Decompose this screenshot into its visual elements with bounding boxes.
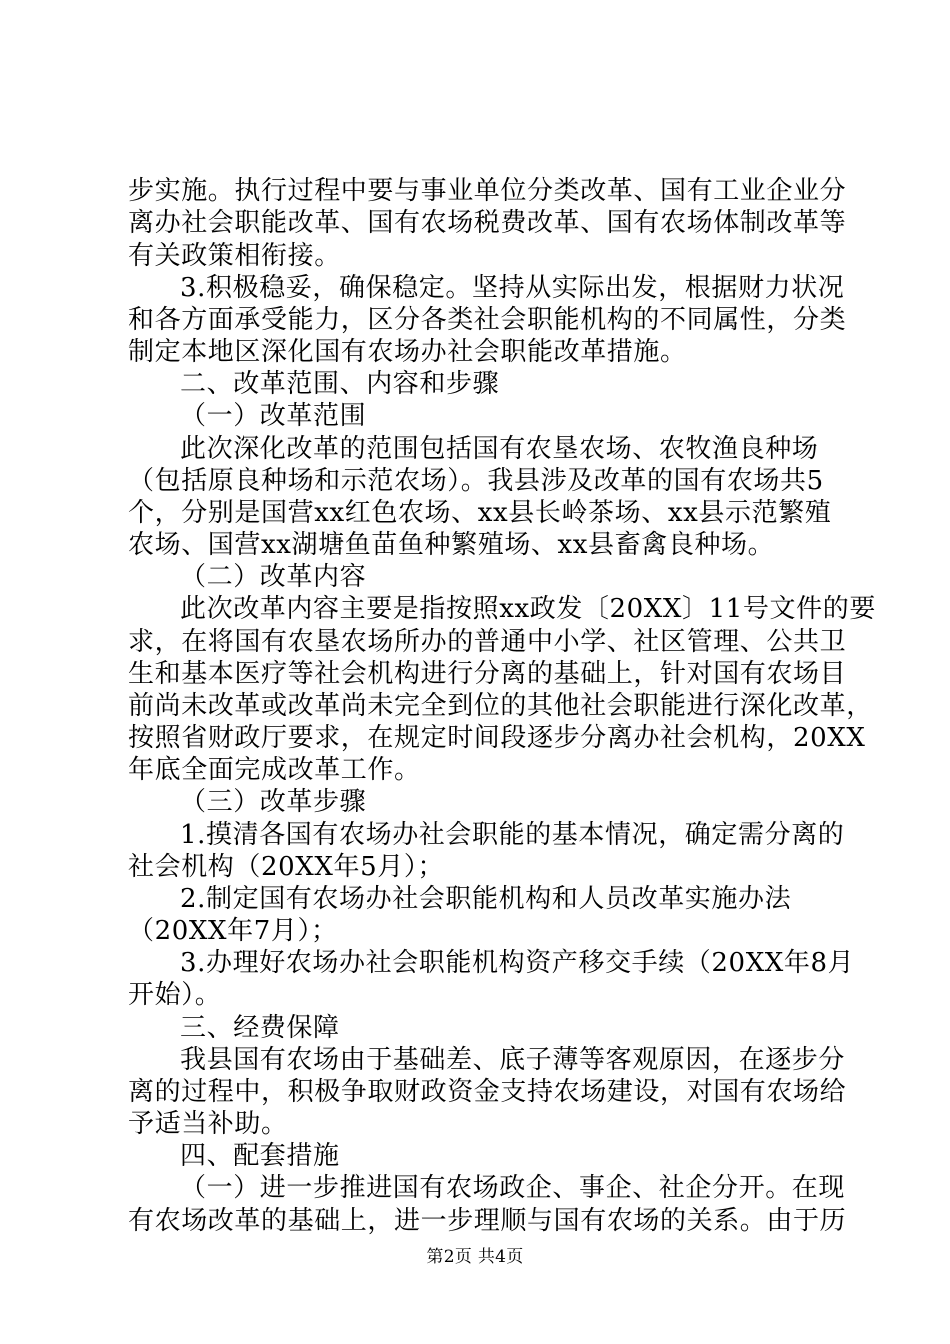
page-number-footer: 第2页 共4页 [426,1247,524,1267]
body-text-line: 步实施。执行过程中要与事业单位分类改革、国有工业企业分 [128,176,847,206]
body-text-line: 此次深化改革的范围包括国有农垦农场、农牧渔良种场 [180,434,819,464]
body-text-line: 生和基本医疗等社会机构进行分离的基础上，针对国有农场目 [128,659,847,689]
body-text-line: 开始）。 [128,980,222,1010]
body-text-line: 农场、国营xx湖塘鱼苗鱼种繁殖场、xx县畜禽良种场。 [128,530,775,560]
body-text-line: （一）进一步推进国有农场政企、事企、社企分开。在现 [180,1173,846,1203]
body-text-line: 3.积极稳妥，确保稳定。坚持从实际出发，根据财力状况 [180,273,845,303]
body-text-line: 按照省财政厅要求，在规定时间段逐步分离办社会机构，20XX [128,723,866,753]
list-item: 3.办理好农场办社会职能机构资产移交手续（20XX年8月 [180,948,855,978]
body-text-line: 此次改革内容主要是指按照xx政发〔20XX〕11号文件的要 [180,594,876,624]
list-item: 2.制定国有农场办社会职能机构和人员改革实施办法 [180,884,792,914]
section-heading: 三、经费保障 [180,1013,340,1043]
section-heading: 二、改革范围、内容和步骤 [180,369,500,399]
body-text-line: 我县国有农场由于基础差、底子薄等客观原因，在逐步分 [180,1045,846,1075]
list-item: 1.摸清各国有农场办社会职能的基本情况，确定需分离的 [180,820,845,850]
body-text-line: 个，分别是国营xx红色农场、xx县长岭茶场、xx县示范繁殖 [128,498,832,528]
subsection-heading: （一）改革范围 [180,401,367,431]
body-text-line: 离办社会职能改革、国有农场税费改革、国有农场体制改革等 [128,208,847,238]
body-text-line: 有关政策相衔接。 [128,241,341,271]
body-text-line: （20XX年7月）； [128,916,338,946]
body-text-line: 和各方面承受能力，区分各类社会职能机构的不同属性，分类 [128,305,847,335]
subsection-heading: （三）改革步骤 [180,787,367,817]
subsection-heading: （二）改革内容 [180,562,367,592]
body-text-line: （包括原良种场和示范农场）。我县涉及改革的国有农场共5 [128,466,824,496]
body-text-line: 予适当补助。 [128,1109,288,1139]
body-text-line: 制定本地区深化国有农场办社会职能改革措施。 [128,337,687,367]
body-text-line: 年底全面完成改革工作。 [128,755,421,785]
body-text-line: 求，在将国有农垦农场所办的普通中小学、社区管理、公共卫 [128,627,847,657]
body-text-line: 社会机构（20XX年5月）； [128,852,445,882]
body-text-line: 有农场改革的基础上，进一步理顺与国有农场的关系。由于历 [128,1206,847,1236]
body-text-line: 前尚未改革或改革尚未完全到位的其他社会职能进行深化改革， [128,691,873,721]
section-heading: 四、配套措施 [180,1141,340,1171]
body-text-line: 离的过程中，积极争取财政资金支持农场建设，对国有农场给 [128,1077,847,1107]
